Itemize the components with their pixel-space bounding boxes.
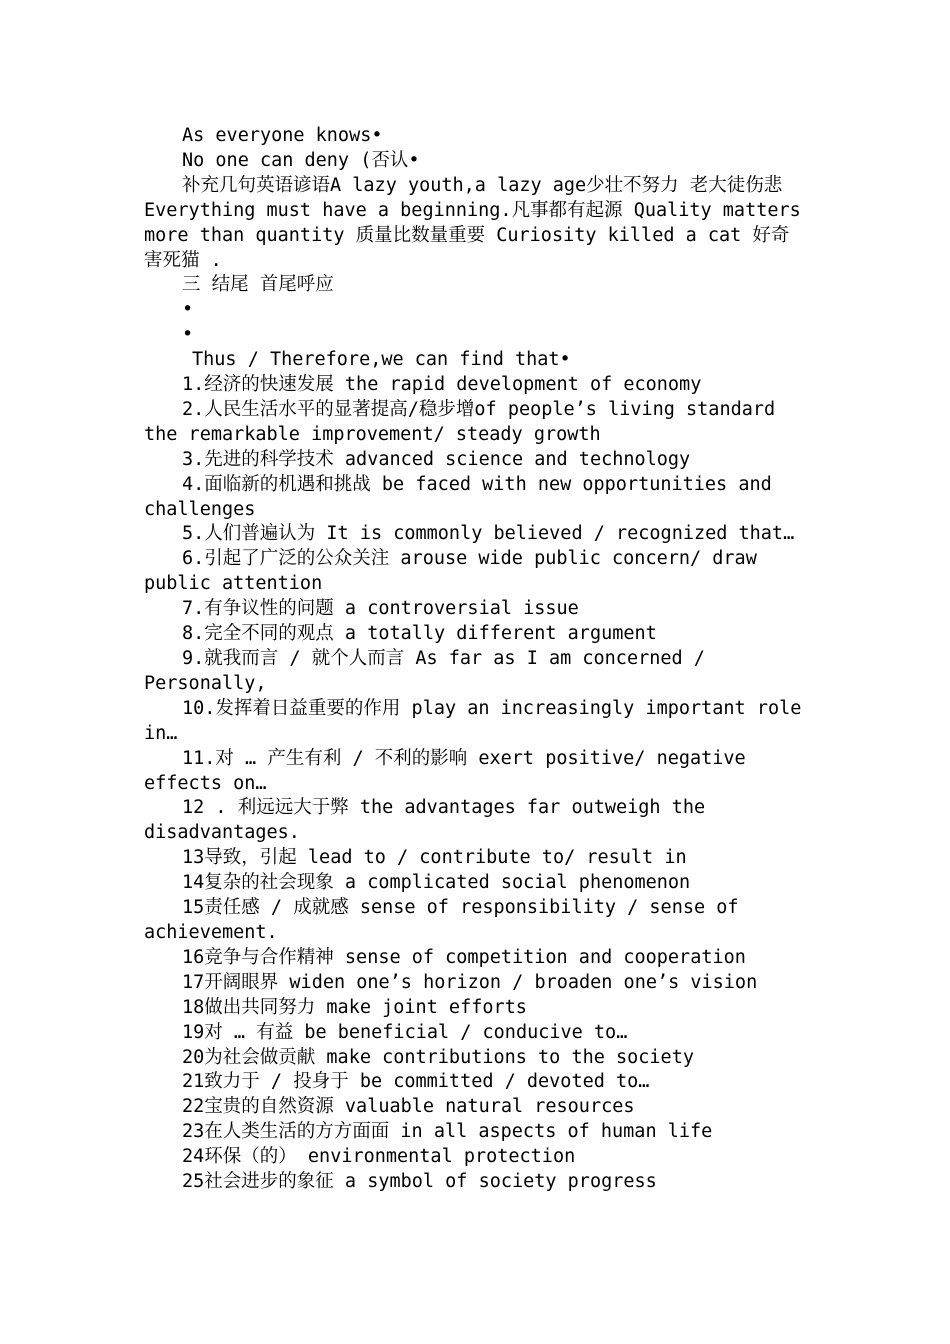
bullet-icon: • <box>182 299 194 321</box>
phrase-item: 1.经济的快速发展 the rapid development of economy <box>182 374 702 396</box>
phrase-item: 6.引起了广泛的公众关注 arouse wide public concern/ draw public attention <box>144 548 757 595</box>
phrase-item: 3.先进的科学技术 advanced science and technology <box>182 448 691 470</box>
phrase-item: 7.有争议性的问题 a controversial issue <box>182 598 579 620</box>
phrase-item: 18做出共同努力 make joint efforts <box>182 996 527 1018</box>
document-body <box>144 124 804 1195</box>
phrase-item: 11.对 … 产生有利 / 不利的影响 exert positive/ negative effects on… <box>144 747 746 794</box>
phrase-item: 20为社会做贡献 make contributions to the society <box>182 1046 694 1068</box>
phrase-item: 22宝贵的自然资源 valuable natural resources <box>182 1096 635 1118</box>
phrase-item: 5.人们普遍认为 It is commonly believed / recognized that… <box>182 523 795 545</box>
phrase-item: 24环保（的） environmental protection <box>182 1146 576 1168</box>
phrase-item: 9.就我而言 / 就个人而言 As far as I am concerned / Personally, <box>144 648 705 694</box>
phrase-item: 15责任感 / 成就感 sense of responsibility / sense of achievement. <box>144 897 739 943</box>
phrase-item: 8.完全不同的观点 a totally different argument <box>182 623 657 645</box>
phrase-item: 2.人民生活水平的显著提高/稳步增of people’s living standard the remarkable improvement/ steady growth <box>144 398 776 445</box>
phrase-item: 25社会进步的象征 a symbol of society progress <box>182 1171 657 1193</box>
phrase-item: 19对 … 有益 be beneficial / conducive to… <box>182 1021 628 1043</box>
phrase-item: 21致力于 / 投身于 be committed / devoted to… <box>182 1071 650 1093</box>
bullet-icon: • <box>182 324 194 346</box>
text-line: Thus / Therefore,we can find that• <box>192 349 571 371</box>
phrase-item: 23在人类生活的方方面面 in all aspects of human life <box>182 1121 713 1143</box>
phrase-item: 4.面临新的机遇和挑战 be faced with new opportunities and challenges <box>144 473 772 520</box>
phrase-item: 13导致，引起 lead to / contribute to/ result in <box>182 847 687 869</box>
phrase-item: 17开阔眼界 widen one’s horizon / broaden one’s vision <box>182 971 758 993</box>
phrase-item: 16竞争与合作精神 sense of competition and cooperation <box>182 946 746 968</box>
text-line: No one can deny (否认• <box>182 149 420 171</box>
section-heading: 三 结尾 首尾呼应 <box>182 274 334 296</box>
phrase-item: 12 . 利远远大于弊 the advantages far outweigh the disadvantages. <box>144 797 706 844</box>
text-line: As everyone knows• <box>182 125 383 146</box>
proverbs-paragraph: 补充几句英语谚语A lazy youth,a lazy age少壮不努力 老大徒伤悲Everything must have a beginning.凡事都有起源 Quality matters more than quantity 质量比数量重要 Curiosity killed a cat 好奇害死猫 . <box>144 174 801 271</box>
phrase-item: 10.发挥着日益重要的作用 play an increasingly important role in… <box>144 697 802 744</box>
phrase-item: 14复杂的社会现象 a complicated social phenomenon <box>182 872 691 894</box>
